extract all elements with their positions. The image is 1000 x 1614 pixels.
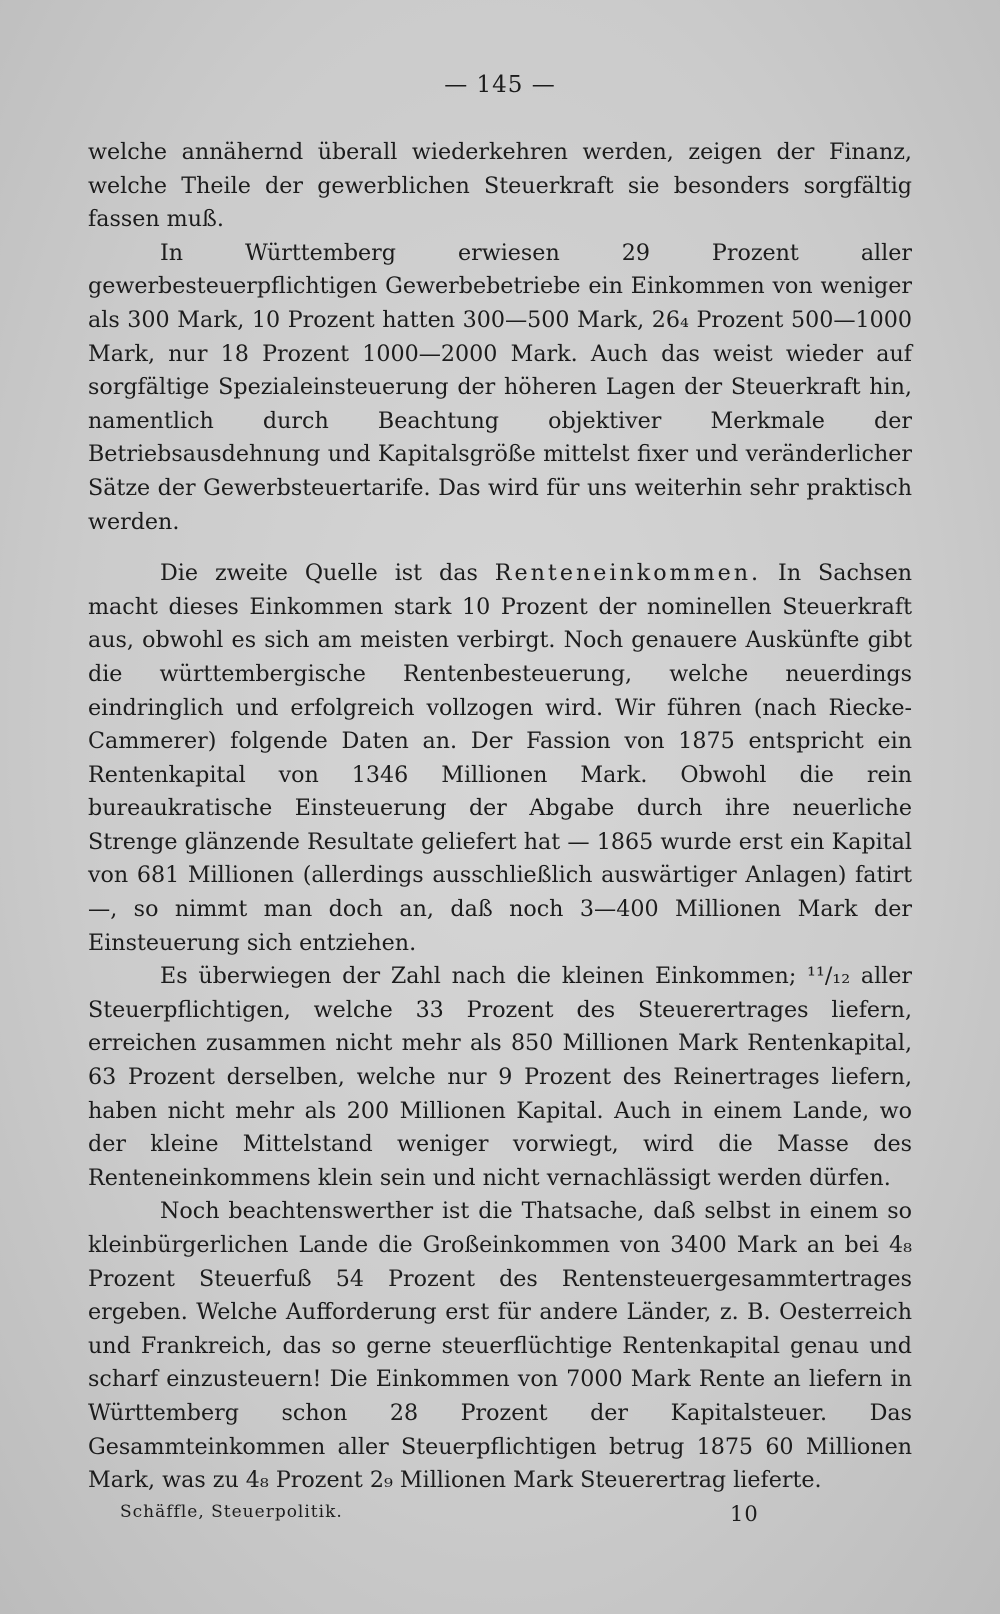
- paragraph-renteneinkommen: [88, 557, 912, 960]
- emphasis-renteneinkommen: Renteneinkommen.: [494, 560, 762, 587]
- paragraph-renteneinkommen-intro: Die zweite Quelle ist das: [160, 560, 495, 587]
- paragraph-kleine-einkommen: Es überwiegen der Zahl nach die kleinen Einkommen; ¹¹/₁₂ aller Steuerpflichtigen, welche 33 Prozent des Steuerertrages liefern, erreichen zusammen nicht mehr als 850 Millionen Mark Rentenkapital, 63 Prozent derselben, welche nur 9 Prozent des Reinertrages liefern, haben nicht mehr als 200 Millionen Kapital. Auch in einem Lande, wo der kleine Mittelstand weniger vorwiegt, wird die Masse des Renteneinkommens klein sein und nicht vernachlässigt werden dürfen.: [88, 963, 912, 1191]
- body-text: [88, 136, 912, 1498]
- footer-sheet-number: 10: [730, 1502, 759, 1526]
- paragraph-grosseinkommen: Noch beachtenswerther ist die Thatsache, daß selbst in einem so kleinbürgerlichen Lande die Großeinkommen von 3400 Mark an bei 4₈ Prozent Steuerfuß 54 Prozent des Rentensteuergesammtertrages ergeben. Welche Aufforderung erst für andere Länder, z. B. Oesterreich und Frankreich, das so gerne steuerflüchtige Rentenkapital genau und scharf einzusteuern! Die Einkommen von 7000 Mark Rente an liefern in Württemberg schon 28 Prozent der Kapitalsteuer. Das Gesammteinkommen aller Steuerpflichtigen betrug 1875 60 Millionen Mark, was zu 4₈ Prozent 2₉ Millionen Mark Steuerertrag lieferte.: [88, 1198, 912, 1494]
- footer-signature: Schäffle, Steuerpolitik.: [120, 1502, 343, 1522]
- page-number: — 145 —: [444, 72, 556, 98]
- paragraph-wuerttemberg-gewerbe: In Württemberg erwiesen 29 Prozent aller gewerbesteuerpflichtigen Gewerbebetriebe ein Einkommen von weniger als 300 Mark, 10 Prozent hatten 300—500 Mark, 26₄ Prozent 500—1000 Mark, nur 18 Prozent 1000—2000 Mark. Auch das weist wieder auf sorgfältige Spezialeinsteuerung der höheren Lagen der Steuerkraft hin, namentlich durch Beachtung objektiver Merkmale der Betriebsausdehnung und Kapitalsgröße mittelst fixer und veränderlicher Sätze der Gewerbsteuertarife. Das wird für uns weiterhin sehr praktisch werden.: [88, 239, 912, 535]
- paragraph-renteneinkommen-rest: In Sachsen macht dieses Einkommen stark 10 Prozent der nominellen Steuerkraft aus, obwohl es sich am meisten verbirgt. Noch genauere Auskünfte gibt die württembergische Rentenbesteuerung, welche neuerdings eindringlich und erfolgreich vollzogen wird. Wir führen (nach Riecke-Cammerer) folgende Daten an. Der Fassion von 1875 entspricht ein Rentenkapital von 1346 Millionen Mark. Obwohl die rein bureaukratische Einsteuerung der Abgabe durch ihre neuerliche Strenge glänzende Resultate geliefert hat — 1865 wurde erst ein Kapital von 681 Millionen (allerdings ausschließlich auswärtiger Anlagen) fatirt —, so nimmt man doch an, daß noch 3—400 Millionen Mark der Einsteuerung sich entziehen.: [88, 560, 912, 956]
- paragraph-continuation: welche annähernd überall wiederkehren werden, zeigen der Finanz, welche Theile der gewerblichen Steuerkraft sie besonders sorgfältig fassen muß.: [88, 139, 912, 233]
